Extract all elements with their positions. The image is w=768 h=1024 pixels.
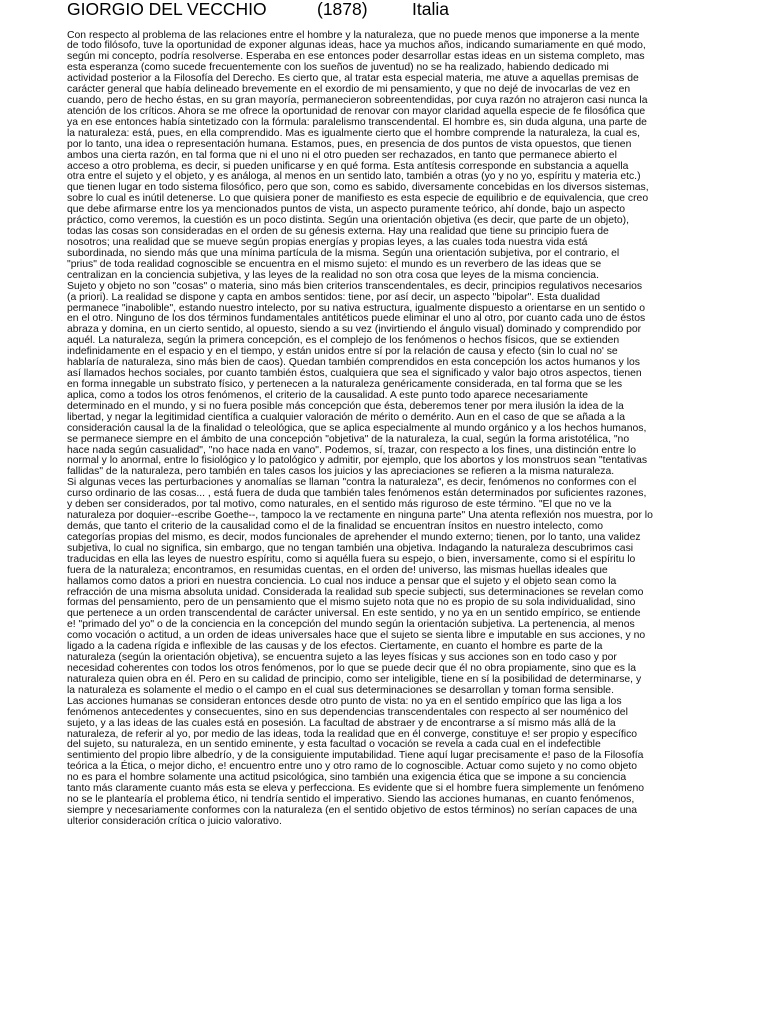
text-line: se permanece siempre en el ámbito de una concepción "objetiva" de la naturaleza, la cual, según la forma aristotélica, "no [67,433,630,445]
text-line: sentimiento del propio libre albedrío, y de la consiguiente imputabilidad. Tiene aquí lugar precisamente e! paso de la Filosofía [67,750,644,762]
text-line: fenómenos antecedentes y consecuentes, sino en sus dependencias transcendentales con respecto al ser nouménico del [67,706,628,718]
text-line: Con respecto al problema de las relaciones entre el hombre y la naturaleza, que no puede menos que imponerse a la mente [67,29,640,41]
text-line: tanto más claramente cuanto más esta se eleva y perfecciona. Es evidente que si el hombre fuera simplemente un fenómeno [67,783,644,795]
text-line: fallidas" de la naturaleza, pero también en tales casos los juicios y las apreciaciones se refieren a la misma naturaleza. [67,466,615,478]
text-line: según mi concepto, podría resolverse. Esperaba en ese entonces poder desarrollar estas ideas en un sistema completo, mas [67,51,645,63]
text-line: actividad posterior a la Filosofía del Derecho. Es cierto que, al tratar esta especial materia, me atuve a aquellas premisas de [67,73,639,85]
text-line: curso ordinario de las cosas... , está fuera de duda que también tales fenómenos están determinados por suficientes razones, [67,488,647,500]
text-line: subordinada, no siendo más que una mínima partícula de la misma. Según una orientación subjetiva, por el contrario, el [67,247,620,259]
text-line: ambos una cierta razón, en tal forma que ni el uno ni el otro pueden ser rechazados, en tanto que permanece abierto el [67,149,617,161]
text-line: consideración causal la de la finalidad o teleológica, que se aplica especialmente al mundo orgánico y a los hechos humanos, [67,422,647,434]
text-line: práctico, como veremos, la cuestión es un poco distinta. Según una orientación objetiva (es decir, que parte de un objeto), [67,215,630,227]
text-line: esta esperanza (como sucede frecuentemente con los sueños de juventud) no se ha realizado, habiendo dedicado mi [67,62,609,74]
text-line: que pertenece a un orden transcendental de carácter universal. En este sentido, y no ya en un sentido empírico, se entiende [67,608,641,620]
text-line: ligado a la cadena rígida e inflexible de las causas y de los efectos. Ciertamente, en cuanto el hombre es parte de la [67,641,603,653]
text-line: refracción de una misma absoluta unidad. Considerada la realidad sub specie subjecti, sus determinaciones se revelan como [67,586,644,598]
text-line: Sujeto y objeto no son "cosas" o materia, sino más bien criterios transcendentales, es decir, principios regulativos necesarios [67,280,643,292]
text-line: formas del pensamiento, pero de un pensamiento que el mismo sujeto nota que no es propio de su sola individualidad, sino [67,597,636,609]
text-line: naturaleza, de referir al yo, por medio de las ideas, toda la realidad que en él converge, constituye e! ser propio y específico [67,728,638,740]
text-line: categorías propias del mismo, es decir, modos funcionales de aprehender el mundo externo; tienen, por lo tanto, una validez [67,531,641,543]
text-line: Las acciones humanas se consideran entonces desde otro punto de vista: no ya en el sentido empírico que las liga a los [67,695,622,707]
text-line: nosotros; una realidad que se mueve según propias energías y propias leyes, a las cuales toda nuestra vida está [67,237,588,249]
text-line: Si algunas veces las perturbaciones y anomalías se llaman "contra la naturaleza", es decir, fenómenos no conformes con el [67,477,637,489]
text-line: abraza y domina, en un cierto sentido, al opuesto, siendo a su vez (invirtiendo el ángulo visual) dominado y comprendido por [67,324,642,336]
text-line: no se le plantearía el problema ético, ni tendría sentido el imperativo. Siendo las acciones humanas, en cuanto fenómenos, [67,794,635,806]
text-line: fuera de la naturaleza; encontramos, en resumidas cuentas, en el orden de! universo, las mismas huellas ideales que [67,564,608,576]
text-line: libertad, y negar la legitimidad científica a cualquier valoración de mérito o demérito. Aun en el caso de que se añada a la [67,411,625,423]
text-line: en el otro. Ninguno de los dos términos fundamentales antitéticos puede eliminar el uno al otro, por cuanto cada uno de éstos [67,313,646,325]
text-line: aquél. La naturaleza, según la primera concepción, es el complejo de los fenómenos o hechos físicos, que se extienden [67,335,620,347]
text-line: del sujeto, su naturaleza, en un sentido eminente, y esta facultad o vocación se revela a cada cual en el indefectible [67,739,601,751]
text-line: necesidad coherentes con todos los otros fenómenos, por lo que se puede decir que él no obra propiamente, sino que es la [67,662,636,674]
text-line: la naturaleza es solamente el medio o el campo en el cual sus determinaciones se desarrollan y toman forma sensible. [67,684,614,696]
text-line: "prius" de toda realidad cognoscible se encuentra en el mismo sujeto: el mundo es un reverbero de las ideas que se [67,258,602,270]
page-header [67,0,747,22]
text-line: traducidas en ella las leyes de nuestro espíritu, como si aquélla fuera su espejo, o bien, inversamente, como si el espíritu lo [67,553,636,565]
text-line: carácter general que había delineado brevemente en el exordio de mi pensamiento, y que no dejé de invocarlas de vez en [67,84,631,96]
text-line: (a priori). La realidad se dispone y capta en ambos sentidos: tiene, por así decir, un aspecto "bipolar". Esta dualidad [67,291,600,303]
text-line: de todo filósofo, tuve la oportunidad de exponer algunas ideas, hace ya muchos años, indicando sumariamente en qué modo, [67,40,646,52]
text-line: cuando, pero de hecho éstas, en su gran mayoría, permanecieron sobreentendidas, por cuya razón no atrajeron casi nunca la [67,95,648,107]
text-line: naturaleza (según la orientación objetiva), se encuentra sujeto a las leyes físicas y sus acciones son en todo caso y por [67,652,617,664]
text-line: sobre lo cual es inútil detenerse. Lo que quisiera poner de manifiesto es esta especie de equilibrio e de equivalencia, que creo [67,193,649,205]
text-line: indefinidamente en el espacio y en el tiempo, y están unidos entre sí por la relación de causa y efecto (sin lo cual no' se [67,346,618,358]
text-line: no es para el hombre solamente una actitud psicológica, sino también una exigencia ética que se impone a su conciencia [67,772,627,784]
text-line: hallamos como datos a priori en nuestra conciencia. Lo cual nos induce a pensar que el sujeto y el objeto sean como la [67,575,617,587]
text-line: sujeto, y a las ideas de las cuales está en posesión. La facultad de abstraer y de encontrarse a sí mismo más allá de la [67,717,616,729]
text-line: e! "primado del yo" o de la conciencia en la concepción del mundo según la orientación subjetiva. La pertenencia, al menos [67,619,635,631]
author-country: Italia [412,0,449,19]
text-line: que tienen lugar en todo sistema filosófico, pero que son, como es sabido, diversamente concebidas en los diversos sistemas, [67,182,649,194]
text-line: aplica, como a todos los otros fenómenos, el criterio de la causalidad. A este punto todo aparece necesariamente [67,389,589,401]
text-line: como vocación o actitud, a un orden de ideas universales hace que el sujeto se sienta libre e imputable en sus acciones, y no [67,630,646,642]
text-line: por lo tanto, una idea o representación humana. Estamos, pues, en presencia de dos puntos de vista opuestos, que tienen [67,138,632,150]
text-line: acceso a otro problema, es decir, si pueden unificarse y en qué forma. Esta antítesis corresponde en substancia a aquella [67,160,629,172]
author-birth-year: (1878) [317,0,368,19]
text-line: así llamados hechos sociales, por cuanto también éstos, cualquiera que sea el significado y valor bajo otros aspectos, tienen [67,368,642,380]
author-name: GIORGIO DEL VECCHIO [67,0,267,19]
text-line: siempre y necesariamente conformes con la naturaleza (en el sentido objetivo de estos términos) no serían capaces de una [67,804,638,816]
text-line: todas las cosas son consideradas en el orden de su génesis externa. Hay una realidad que tiene su principio fuera de [67,226,609,238]
text-line: que debe afirmarse entre los ya mencionados puntos de vista, un aspecto puramente teórico, ahí donde, bajo un aspecto [67,204,625,216]
text-line: en forma innegable un substrato físico, y pertenecen a la naturaleza genéricamente considerada, en tal forma que se les [67,379,623,390]
text-line: otra entre el sujeto y el objeto, y es análoga, al menos en un sentido lato, también a otras (yo y no yo, espíritu y materia etc.) [67,171,641,183]
text-line: ya en ese entonces había sintetizado con la fórmula: paralelismo transcendental. El hombre es, sin duda alguna, una parte de [67,116,647,128]
text-line: y deben ser considerados, por tal motivo, como naturales, en el sentido más riguroso de este término. "El que no ve la [67,499,612,511]
text-line: permanece "inabolible", estando nuestro intelecto, por su nativa estructura, igualmente dispuesto a orientarse en un sentido o [67,302,646,314]
text-line: determinado en el mundo, y si no fuera posible más concepción que ésta, deberemos tener por mera ilusión la idea de la [67,400,624,412]
text-line: naturaleza por doquier--escribe Goethe--, tampoco la ve rectamente en ninguna parte" Una atenta reflexión nos muestra, por lo [67,510,653,522]
text-line: ulterior consideración crítica o juicio valorativo. [67,815,282,827]
text-line: la naturaleza: está, pues, en ella comprendido. Mas es igualmente cierto que el hombre comprende la naturaleza, la cual es, [67,127,640,139]
text-line: teórica a la Ética, o mejor dicho, e! encuentro entre uno y otro ramo de lo cognoscible. Actuar como sujeto y no como objeto [67,761,638,773]
text-line: hablaría de naturaleza, sino más bien de caos). Quedan también comprendidos en esta concepción los actos humanos y los [67,357,640,369]
body-text [67,31,707,828]
text-line: atención de los críticos. Ahora se me ofrece la oportunidad de renovar con mayor claridad aquella especie de fe filosófica que [67,105,646,117]
text-line: demás, que tanto el criterio de la causalidad como el de la finalidad se encuentran ínsitos en nuestro intelecto, como [67,520,604,532]
text-line: normal y lo anormal, entre lo fisiológico y lo patológico y admitir, por ejemplo, que los abortos y los monstruos sean "tentativas [67,455,648,467]
text-line: hace nada según casualidad", "no hace nada en vano". Podemos, sí, trazar, con respecto a los fines, una distinción entre lo [67,444,637,456]
text-line: subjetiva, lo cual no significa, sin embargo, que no tengan también una objetiva. Indagando la naturaleza descubrimos casi [67,542,634,554]
text-line: naturaleza quien obra en él. Pero en su calidad de principio, como ser inteligible, tiene en sí la posibilidad de determinarse, y [67,673,642,685]
text-line: centralizan en la conciencia subjetiva, y las leyes de la realidad no son otra cosa que leyes de la misma conciencia. [67,269,599,281]
